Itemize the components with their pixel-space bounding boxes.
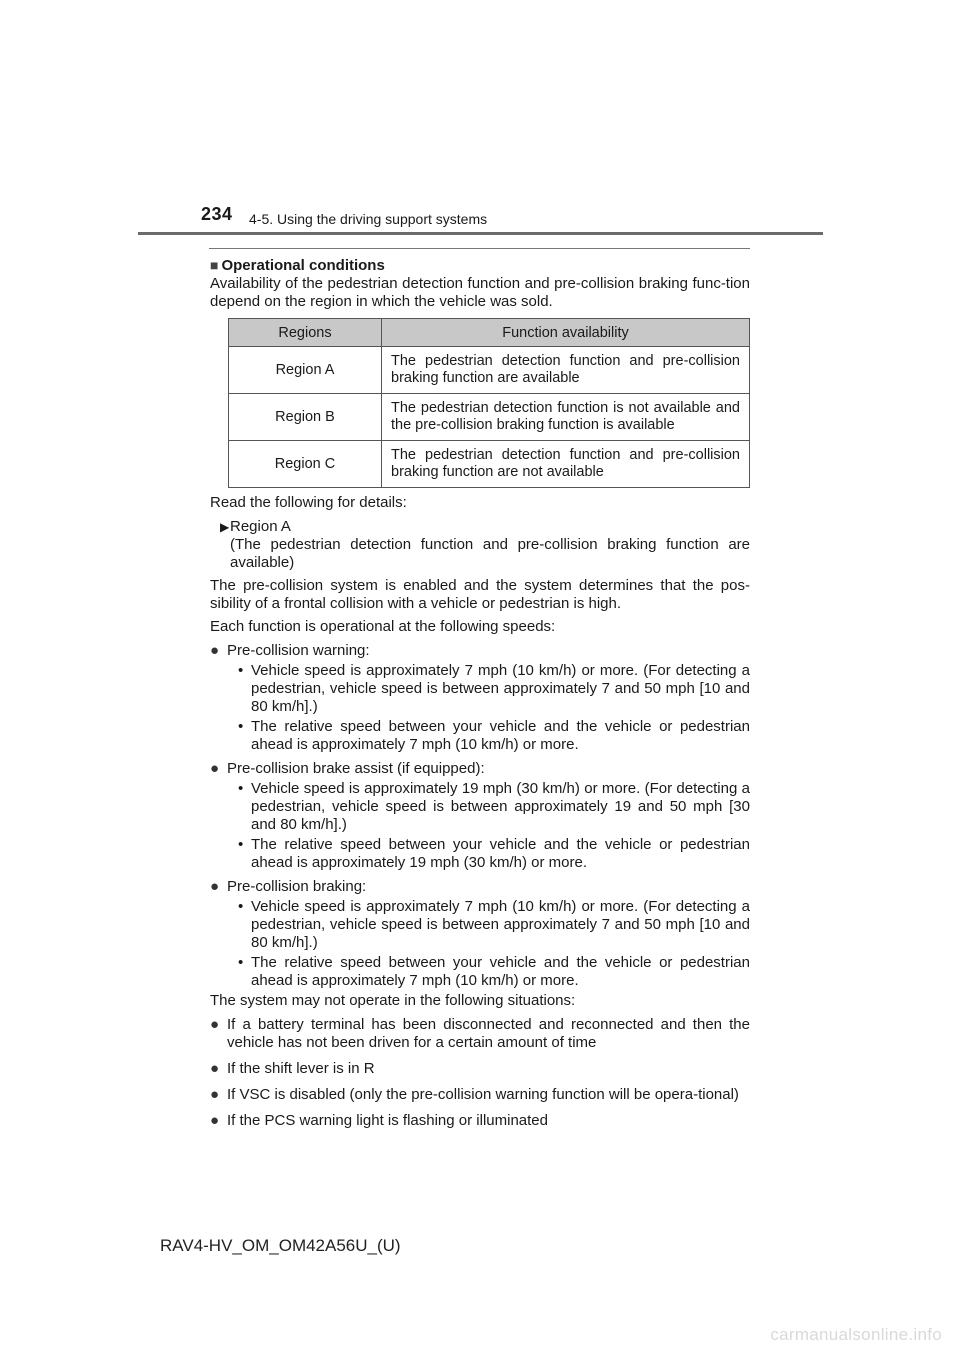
situation-item xyxy=(210,1086,750,1104)
situation-item xyxy=(210,1060,750,1078)
column-header-availability: Function availability xyxy=(382,319,750,347)
function-sub-item xyxy=(210,836,750,872)
situation-text: If the PCS warning light is flashing or illuminated xyxy=(227,1112,548,1129)
bullet-icon: • xyxy=(238,780,244,797)
function-sub-text: Vehicle speed is approximately 19 mph (30 km/h) or more. (For detecting a pedestrian, vehicle speed is between approximately 19 and 50 mph [30 and 80 km/h].) xyxy=(251,780,750,833)
region-a-item xyxy=(210,518,750,572)
not-operate-intro: The system may not operate in the following situations: xyxy=(210,992,576,1009)
situation-text: If a battery terminal has been disconnected and reconnected and then the vehicle has not been driven for a certain amount of time xyxy=(227,1016,750,1051)
function-sub-text: The relative speed between your vehicle and the vehicle or pedestrian ahead is approximately 7 mph (10 km/h) or more. xyxy=(251,718,750,753)
situation-text: If VSC is disabled (only the pre-collision warning function will be opera-tional) xyxy=(227,1086,739,1103)
region-cell: Region B xyxy=(229,394,382,441)
region-a-label xyxy=(220,518,291,535)
situation-text: If the shift lever is in R xyxy=(227,1060,375,1077)
function-sub-item xyxy=(210,662,750,716)
region-a-note: (The pedestrian detection function and pre-collision braking function are available) xyxy=(230,536,750,571)
table-row xyxy=(229,394,750,441)
function-sub-text: The relative speed between your vehicle and the vehicle or pedestrian ahead is approximately 19 mph (30 km/h) or more. xyxy=(251,836,750,871)
bullet-icon: • xyxy=(238,836,244,853)
bullet-dot-icon: ● xyxy=(210,1112,220,1129)
section-divider xyxy=(209,248,750,249)
region-cell: Region A xyxy=(229,347,382,394)
situation-item xyxy=(210,1016,750,1052)
document-code: RAV4-HV_OM_OM42A56U_(U) xyxy=(160,1236,401,1255)
bullet-dot-icon: ● xyxy=(210,1060,220,1077)
availability-cell: The pedestrian detection function is not available and the pre-collision braking function is available xyxy=(382,394,750,441)
speeds-intro: Each function is operational at the following speeds: xyxy=(210,618,556,635)
function-title: Pre-collision braking: xyxy=(227,878,367,895)
region-a-label-text: Region A xyxy=(230,518,291,535)
region-cell: Region C xyxy=(229,441,382,488)
regions-table xyxy=(228,318,750,488)
function-sub-item xyxy=(210,954,750,990)
function-item xyxy=(210,878,750,896)
operational-intro: Availability of the pedestrian detection function and pre-collision braking func-tion depend on the region in which the vehicle was sold. xyxy=(210,275,750,310)
table-row xyxy=(229,347,750,394)
availability-cell: The pedestrian detection function and pre-collision braking function are available xyxy=(382,347,750,394)
section-title: 4-5. Using the driving support systems xyxy=(249,211,488,227)
situation-item xyxy=(210,1112,750,1130)
column-header-regions: Regions xyxy=(229,319,382,347)
function-sub-text: The relative speed between your vehicle and the vehicle or pedestrian ahead is approximately 7 mph (10 km/h) or more. xyxy=(251,954,750,989)
availability-cell: The pedestrian detection function and pre-collision braking function are not available xyxy=(382,441,750,488)
table-header-row xyxy=(229,319,750,347)
bullet-dot-icon: ● xyxy=(210,642,220,659)
bullet-icon: • xyxy=(238,954,244,971)
function-sub-text: Vehicle speed is approximately 7 mph (10 km/h) or more. (For detecting a pedestrian, vehicle speed is between approximately 7 and 50 mph [10 and 80 km/h].) xyxy=(251,662,750,715)
function-sub-item xyxy=(210,898,750,952)
bullet-icon: • xyxy=(238,718,244,735)
function-sub-item xyxy=(210,780,750,834)
function-item xyxy=(210,760,750,778)
watermark: carmanualsonline.info xyxy=(770,1325,942,1344)
operational-heading-text: Operational conditions xyxy=(221,257,385,274)
bullet-dot-icon: ● xyxy=(210,1086,220,1103)
bullet-icon: • xyxy=(238,662,244,679)
square-marker-icon: ■ xyxy=(210,257,219,273)
function-sub-text: Vehicle speed is approximately 7 mph (10 km/h) or more. (For detecting a pedestrian, vehicle speed is between approximately 7 and 50 mph [10 and 80 km/h].) xyxy=(251,898,750,951)
function-item xyxy=(210,642,750,660)
header-rule xyxy=(138,232,823,235)
function-title: Pre-collision warning: xyxy=(227,642,370,659)
function-sub-item xyxy=(210,718,750,754)
bullet-dot-icon: ● xyxy=(210,760,220,777)
read-following: Read the following for details: xyxy=(210,494,407,511)
arrow-right-icon: ▶ xyxy=(220,520,230,534)
enabled-text: The pre-collision system is enabled and the system determines that the pos-sibility of a frontal collision with a vehicle or pedestrian is high. xyxy=(210,577,750,612)
bullet-dot-icon: ● xyxy=(210,878,220,895)
bullet-icon: • xyxy=(238,898,244,915)
operational-heading xyxy=(210,256,750,275)
bullet-dot-icon: ● xyxy=(210,1016,220,1033)
table-row xyxy=(229,441,750,488)
page-number: 234 xyxy=(201,204,233,224)
page-content xyxy=(210,256,750,1130)
function-title: Pre-collision brake assist (if equipped): xyxy=(227,760,485,777)
